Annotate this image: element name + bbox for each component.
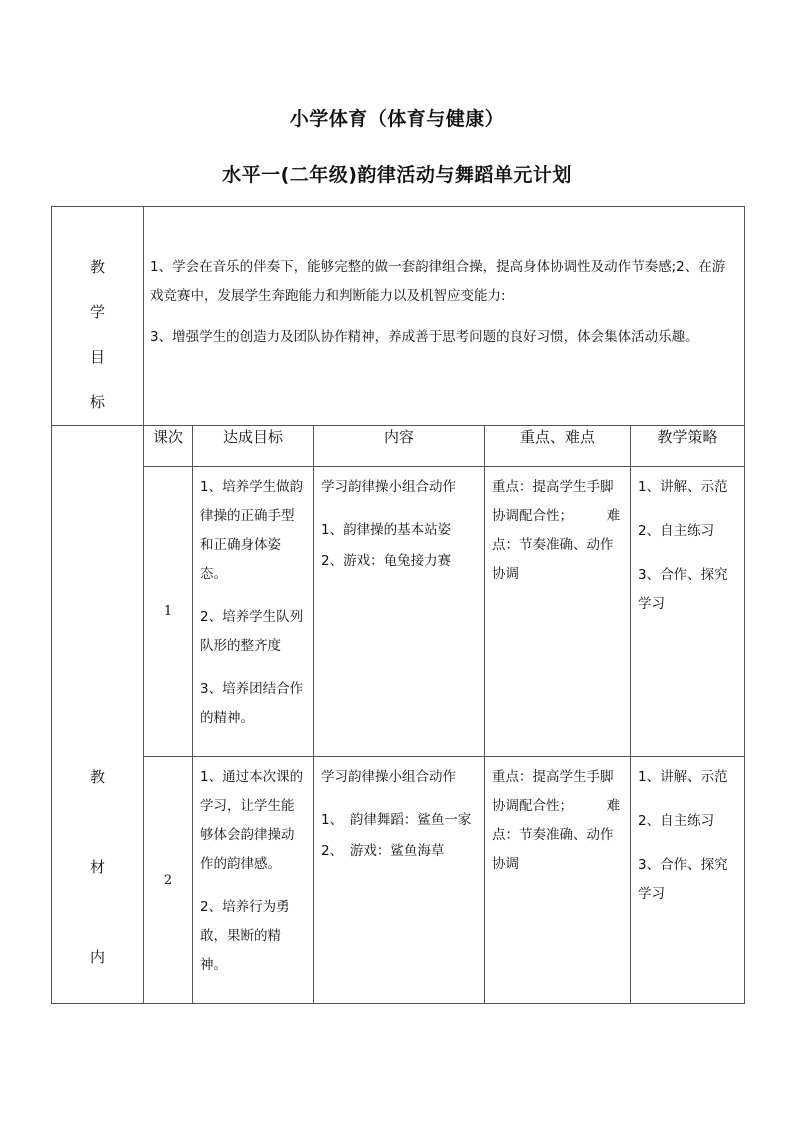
header-row [52,426,745,467]
table-row [52,757,745,1004]
lesson-strategies [631,467,745,757]
content-title: 学习韵律操小组合动作 [321,769,456,785]
objective-item: 1、培养学生做韵律操的正确手型和正确身体姿态。 [200,479,304,582]
content-item: 2、 游戏：鲨鱼海草 [321,843,445,859]
objective-item: 1、通过本次课的学习，让学生能够体会韵律操动作的韵律感。 [200,769,304,872]
lesson-content [314,757,485,1004]
header-lesson: 课次 [144,426,193,467]
objective-item: 3、培养团结合作的精神。 [200,681,304,726]
goals-label-char: 标 [89,393,105,411]
content-label [52,426,144,1004]
strategy-item: 2、自主练习 [638,523,715,539]
content-title: 学习韵律操小组合动作 [321,479,456,495]
objective-item: 2、培养行为勇敢，果断的精神。 [200,899,290,973]
document-subtitle: 水平一(二年级)韵律活动与舞蹈单元计划 [222,164,572,186]
unit-plan-table [51,206,745,1004]
lesson-number: 1 [144,467,193,757]
table-row [52,467,745,757]
lesson-key-points [485,467,631,757]
content-item: 1、韵律操的基本站姿 [321,522,452,538]
lesson-objectives [193,467,314,757]
goals-label-char: 学 [89,303,105,321]
objective-item: 2、培养学生队列队形的整齐度 [200,609,304,654]
content-label-char: 教 [89,768,105,786]
header-objectives: 达成目标 [193,426,314,467]
strategy-item: 2、自主练习 [638,813,715,829]
strategy-item: 1、讲解、示范 [638,479,728,495]
lesson-number: 2 [144,757,193,1004]
goals-label-char: 目 [89,348,105,366]
lesson-objectives [193,757,314,1004]
content-label-char: 内 [89,948,105,966]
strategy-item: 3、合作、探究学习 [638,567,728,612]
strategy-item: 1、讲解、示范 [638,769,728,785]
goals-label [52,207,144,426]
content-item: 1、 韵律舞蹈：鲨鱼一家 [321,812,472,828]
header-key-points: 重点、难点 [485,426,631,467]
document-title: 小学体育（体育与健康） [289,108,505,130]
lesson-strategies [631,757,745,1004]
key-points-text: 重点：提高学生手脚协调配合性； 难点：节奏准确、动作协调 [492,479,621,582]
strategy-item: 3、合作、探究学习 [638,857,728,902]
goals-label-char: 教 [89,258,105,276]
content-item: 2、游戏：龟兔接力赛 [321,553,452,569]
lesson-key-points [485,757,631,1004]
content-label-char: 材 [89,858,105,876]
goals-row [52,207,745,426]
goals-content [144,207,745,426]
goal-item: 1、学会在音乐的伴奏下，能够完整的做一套韵律组合操，提高身体协调性及动作节奏感;2、在游戏竞赛中，发展学生奔跑能力和判断能力以及机智应变能力: [150,259,726,304]
header-strategies: 教学策略 [631,426,745,467]
header-content: 内容 [314,426,485,467]
key-points-text: 重点：提高学生手脚协调配合性； 难点：节奏准确、动作协调 [492,769,621,872]
goal-item: 3、增强学生的创造力及团队协作精神，养成善于思考问题的良好习惯，体会集体活动乐趣。 [150,329,699,345]
lesson-content [314,467,485,757]
